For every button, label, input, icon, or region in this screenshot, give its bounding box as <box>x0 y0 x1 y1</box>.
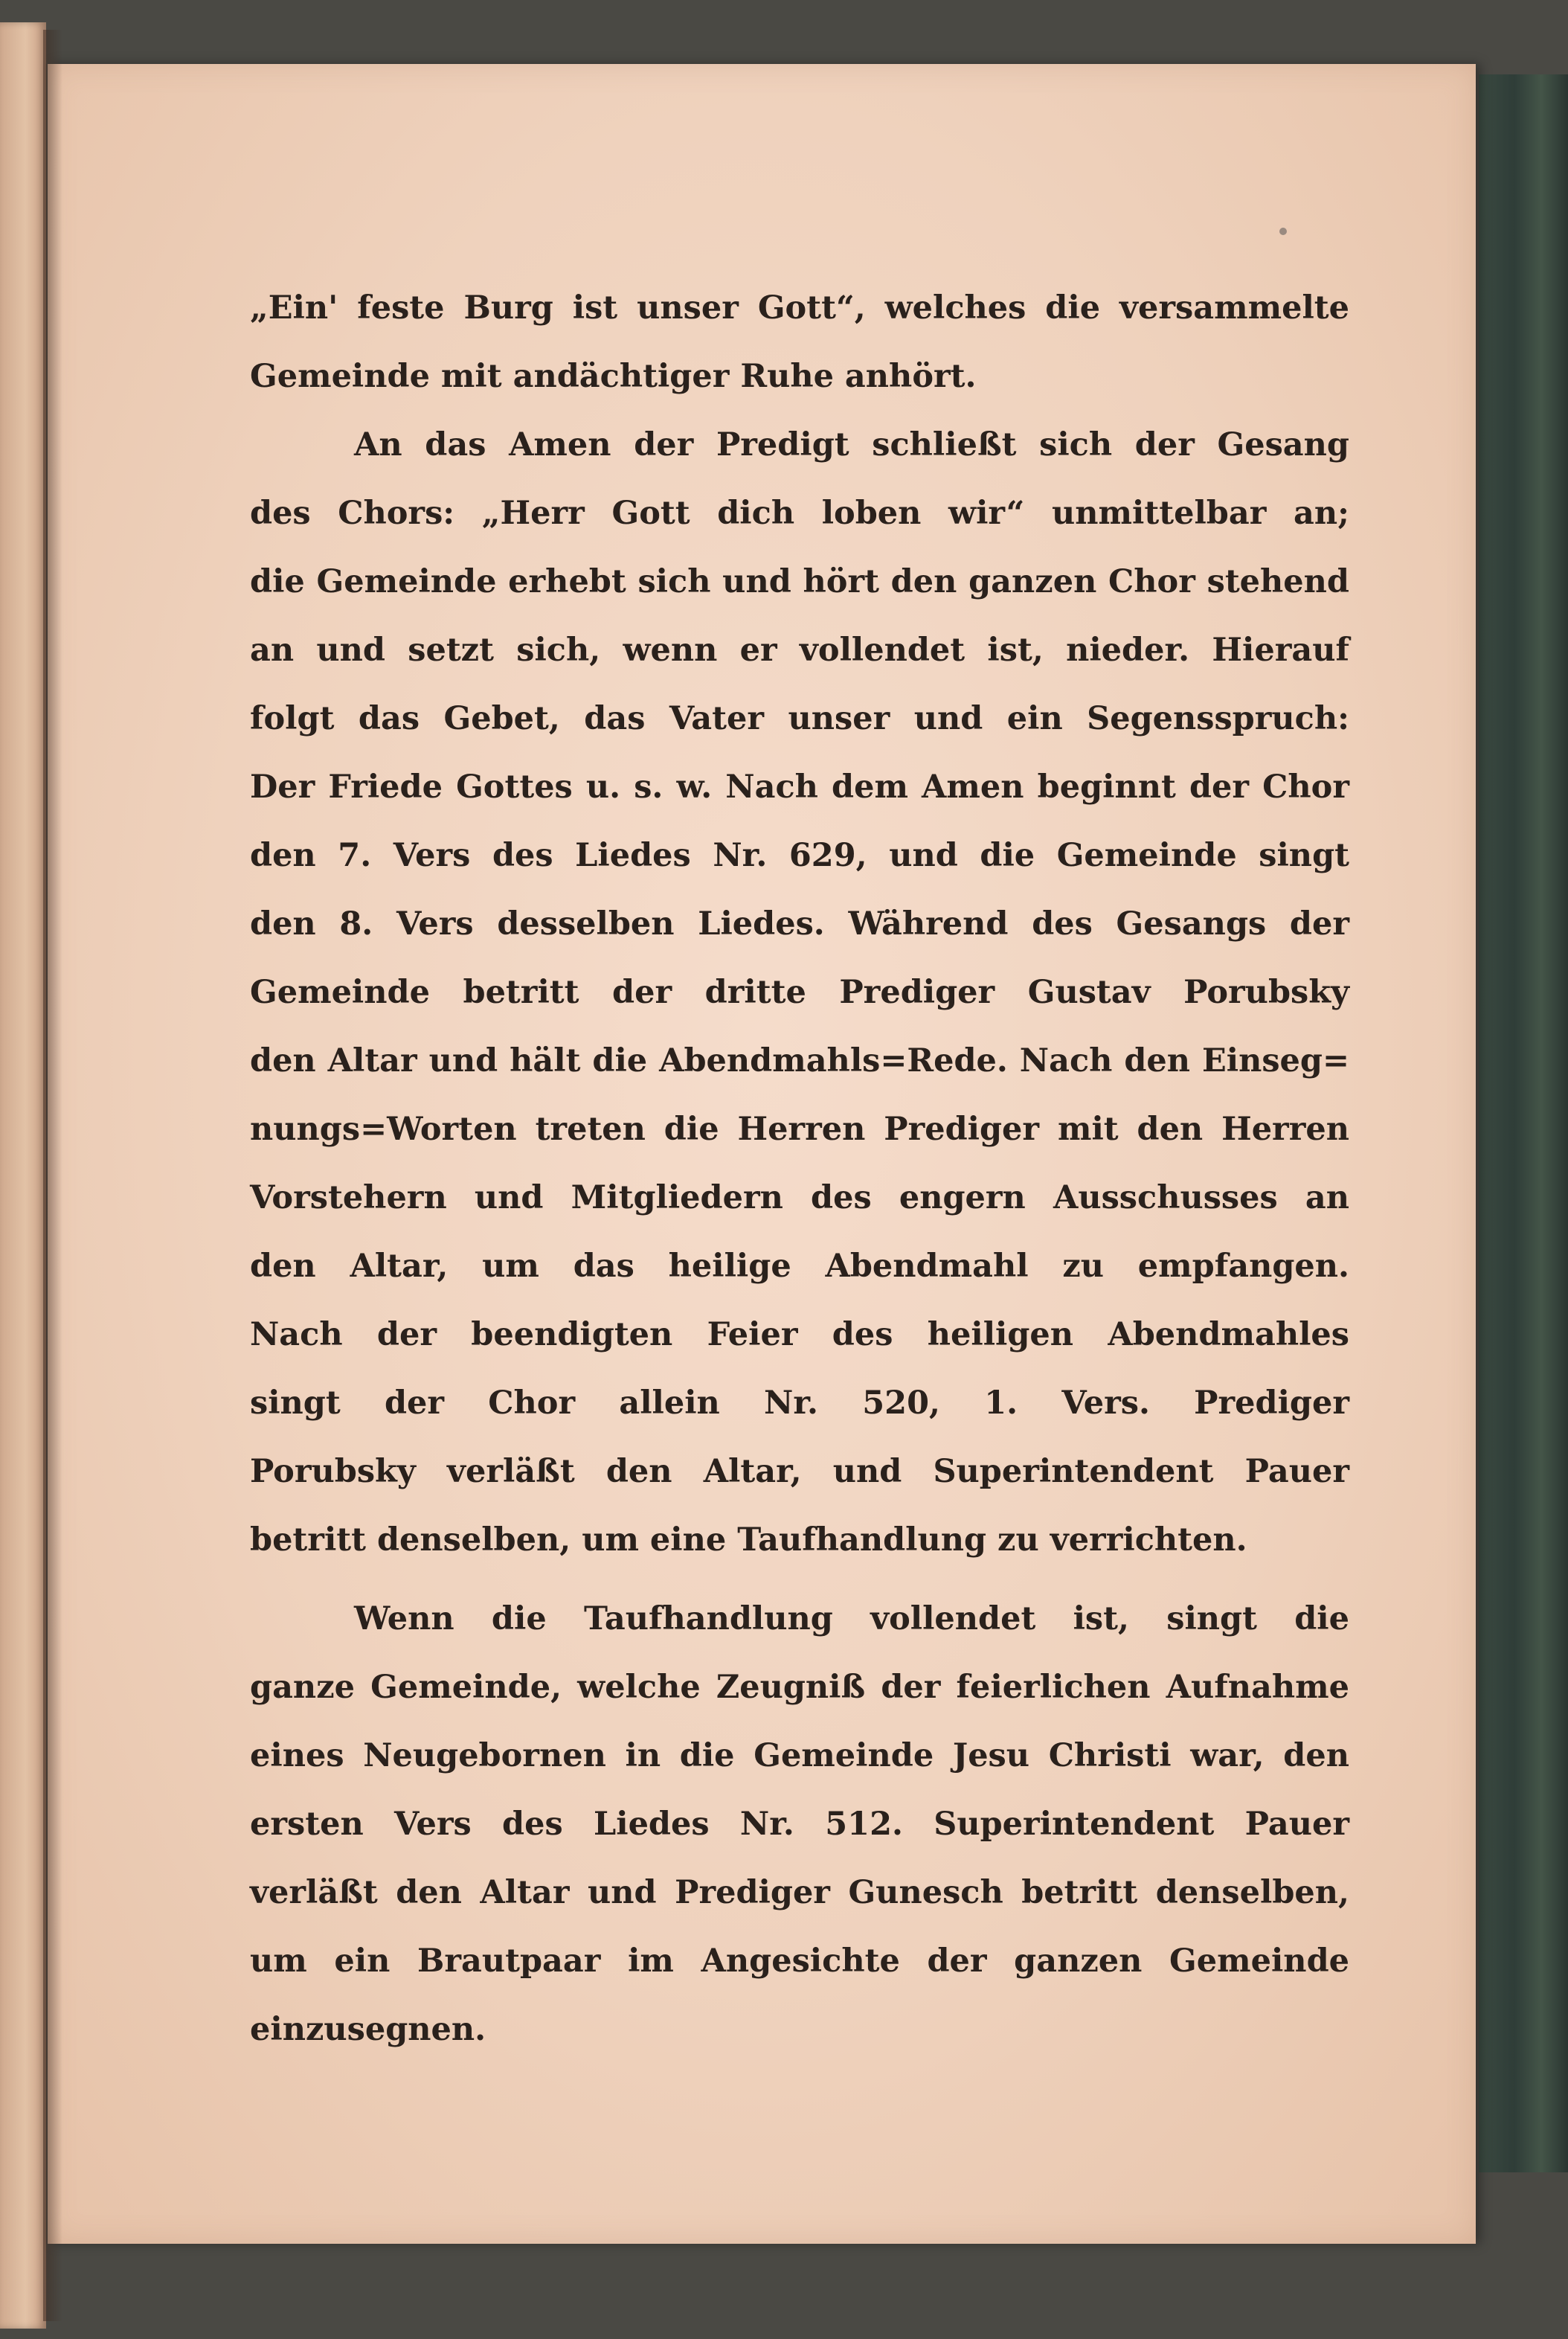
text-line: Wenn die Taufhandlung vollendet ist, singt die <box>354 1600 1349 1637</box>
text-line: folgt das Gebet, das Vater unser und ein Segensspruch: <box>250 700 1349 737</box>
text-line: Gemeinde mit andächtiger Ruhe anhört. <box>250 358 977 395</box>
book-cover-edge <box>1479 74 1568 2172</box>
text-line: betritt denselben, um eine Taufhandlung zu verrichten. <box>250 1521 1247 1559</box>
gutter-shadow <box>43 30 62 2321</box>
text-line: Nach der beendigten Feier des heiligen Abendmahles <box>250 1316 1349 1353</box>
text-line: ganze Gemeinde, welche Zeugniß der feierlichen Aufnahme <box>250 1669 1349 1706</box>
paper-speck <box>1279 228 1287 235</box>
text-line: Porubsky verläßt den Altar, und Superintendent Pauer <box>250 1453 1349 1490</box>
text-line: den 8. Vers desselben Liedes. Während des Gesangs der <box>250 905 1349 943</box>
text-line: ersten Vers des Liedes Nr. 512. Superintendent Pauer <box>250 1806 1349 1843</box>
text-line: an und setzt sich, wenn er vollendet ist, nieder. Hierauf <box>250 632 1349 669</box>
text-line: den Altar, um das heilige Abendmahl zu empfangen. <box>250 1248 1349 1285</box>
facing-page-edge <box>0 22 46 2329</box>
text-line: um ein Brautpaar im Angesichte der ganzen Gemeinde <box>250 1942 1349 1980</box>
text-line: verläßt den Altar und Prediger Gunesch betritt denselben, <box>250 1874 1349 1911</box>
text-line: An das Amen der Predigt schließt sich der Gesang <box>354 426 1349 463</box>
page-text <box>250 274 1349 2064</box>
text-line: des Chors: „Herr Gott dich loben wir“ unmittelbar an; <box>250 495 1349 532</box>
text-line: „Ein' feste Burg ist unser Gott“, welches die versammelte <box>250 289 1349 327</box>
text-line: den Altar und hält die Abendmahls=Rede. Nach den Einseg= <box>250 1042 1349 1079</box>
text-line: den 7. Vers des Liedes Nr. 629, und die Gemeinde singt <box>250 837 1349 874</box>
text-line: Vorstehern und Mitgliedern des engern Ausschusses an <box>250 1179 1349 1216</box>
text-line: nungs=Worten treten die Herren Prediger mit den Herren <box>250 1111 1349 1148</box>
text-line: eines Neugebornen in die Gemeinde Jesu Christi war, den <box>250 1737 1349 1774</box>
book-page <box>48 64 1476 2244</box>
text-line: Der Friede Gottes u. s. w. Nach dem Amen beginnt der Chor <box>250 769 1349 806</box>
text-line: Gemeinde betritt der dritte Prediger Gustav Porubsky <box>250 974 1349 1011</box>
text-line: singt der Chor allein Nr. 520, 1. Vers. Prediger <box>250 1385 1349 1422</box>
text-line: die Gemeinde erhebt sich und hört den ganzen Chor stehend <box>250 563 1349 600</box>
text-line: einzusegnen. <box>250 2011 486 2048</box>
